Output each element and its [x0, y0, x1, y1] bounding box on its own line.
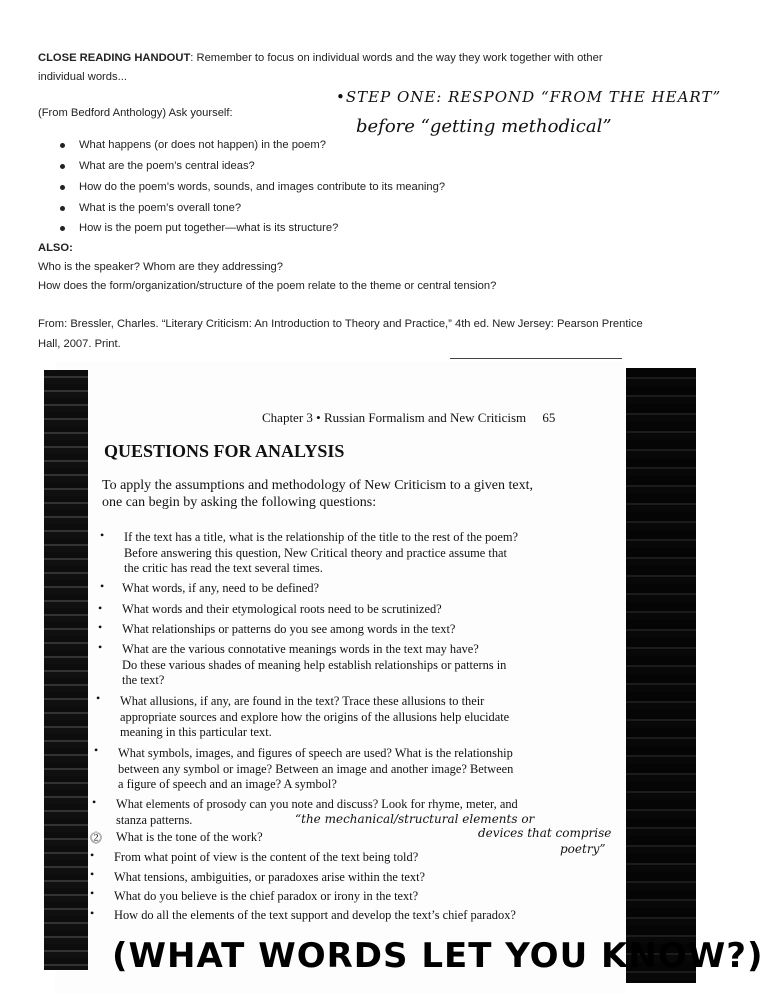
scan-edge-right [626, 368, 696, 983]
intro-line: one can begin by asking the following questions: [102, 495, 377, 510]
handwritten-prosody-note: devices that comprise [478, 826, 612, 840]
handwritten-bottom-note: (WHAT WORDS LET YOU KNOW?) [112, 936, 764, 976]
handwritten-step-one: •STEP ONE: RESPOND “FROM THE HEART” [336, 88, 722, 106]
circled-bullet-icon: ⓶ [90, 831, 103, 845]
analysis-item: What allusions, if any, are found in the text? Trace these allusions to their [120, 694, 485, 708]
analysis-item-cont: stanza patterns. [116, 813, 193, 827]
scan-edge-left [44, 370, 88, 970]
citation-line: From: Bressler, Charles. “Literary Criticism: An Introduction to Theory and Practice,” 4th ed. New Jersey: Pearson Prentice [38, 318, 643, 330]
also-line: Who is the speaker? Whom are they addressing? [38, 261, 284, 273]
analysis-item-cont: Before answering this question, New Critical theory and practice assume that [124, 546, 507, 560]
question-item: How do the poem’s words, sounds, and images contribute to its meaning? [60, 181, 445, 193]
analysis-item: What tensions, ambiguities, or paradoxes arise within the text? [114, 870, 426, 884]
analysis-item: From what point of view is the content of the text being told? [114, 850, 419, 864]
analysis-item-cont: between any symbol or image? Between an image and another image? Between [118, 762, 514, 776]
analysis-item-cont: a figure of speech and an image? A symbol? [118, 777, 337, 791]
bullet-icon [60, 206, 65, 211]
analysis-item: What do you believe is the chief paradox or irony in the text? [114, 889, 419, 903]
citation-line: Hall, 2007. Print. [38, 338, 121, 350]
bullet-icon [60, 226, 65, 231]
handout-title-rest: : Remember to focus on individual words and the way they work together with other [190, 52, 603, 64]
bullet-icon: • [98, 640, 103, 654]
question-item: What happens (or does not happen) in the poem? [60, 139, 326, 151]
bullet-icon: • [90, 867, 95, 881]
source-line: (From Bedford Anthology) Ask yourself: [38, 107, 233, 119]
handout-title-line2: individual words... [38, 71, 127, 83]
chapter-header: Chapter 3 • Russian Formalism and New Criticism 65 [262, 410, 556, 425]
analysis-item-cont: Do these various shades of meaning help establish relationships or patterns in [122, 658, 507, 672]
bullet-icon: • [94, 743, 99, 757]
bullet-icon: • [98, 601, 103, 615]
analysis-item-cont: the critic has read the text several times. [124, 561, 323, 575]
bullet-icon: • [100, 528, 105, 542]
question-item: How is the poem put together—what is its structure? [60, 222, 338, 234]
handout-title-line [38, 52, 603, 64]
also-line: How does the form/organization/structure of the poem relate to the theme or central tension? [38, 280, 497, 292]
bullet-icon [60, 164, 65, 169]
analysis-item: What words, if any, need to be defined? [122, 581, 320, 595]
analysis-item: What relationships or patterns do you see among words in the text? [122, 622, 456, 636]
analysis-item-cont: the text? [122, 673, 165, 687]
bullet-icon [60, 143, 65, 148]
divider [450, 358, 622, 359]
analysis-item: What is the tone of the work? [116, 830, 263, 844]
analysis-item-cont: meaning in this particular text. [120, 725, 272, 739]
analysis-item: What are the various connotative meanings words in the text may have? [122, 642, 479, 656]
handwritten-prosody-note: poetry” [560, 842, 606, 856]
intro-line: To apply the assumptions and methodology of New Criticism to a given text, [102, 478, 534, 493]
analysis-item: What words and their etymological roots need to be scrutinized? [122, 602, 442, 616]
handwritten-prosody-note: “the mechanical/structural elements or [295, 812, 535, 826]
handwritten-step-one-sub: before “getting methodical” [356, 116, 612, 137]
analysis-item: What symbols, images, and figures of speech are used? What is the relationship [118, 746, 513, 760]
page-number: 65 [542, 410, 556, 425]
analysis-item: What elements of prosody can you note and discuss? Look for rhyme, meter, and [116, 797, 518, 811]
bullet-icon: • [96, 691, 101, 705]
bullet-icon: • [90, 906, 95, 920]
section-title: QUESTIONS FOR ANALYSIS [104, 441, 345, 461]
bullet-icon: • [100, 579, 105, 593]
bullet-icon: • [90, 848, 95, 862]
bullet-icon: • [98, 620, 103, 634]
question-item: What are the poem’s central ideas? [60, 160, 255, 172]
question-item: What is the poem’s overall tone? [60, 202, 241, 214]
analysis-item: How do all the elements of the text support and develop the text’s chief paradox? [114, 908, 516, 922]
bullet-icon [60, 185, 65, 190]
also-label: ALSO: [38, 242, 73, 254]
bullet-icon: • [90, 886, 95, 900]
analysis-item-cont: appropriate sources and explore how the origins of the allusions help elucidate [120, 710, 510, 724]
bullet-icon: • [92, 795, 97, 809]
analysis-item: If the text has a title, what is the relationship of the title to the rest of the poem? [124, 530, 518, 544]
handout-title: CLOSE READING HANDOUT [38, 52, 191, 64]
